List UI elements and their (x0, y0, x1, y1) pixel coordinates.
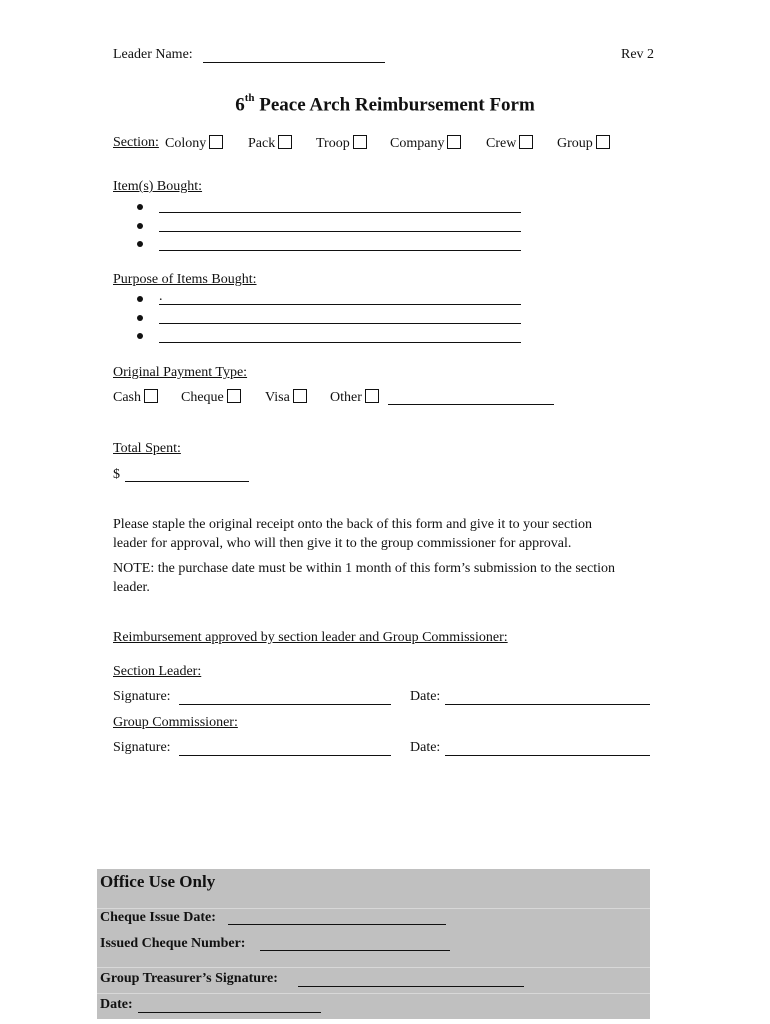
purpose-line-1[interactable] (159, 304, 521, 305)
section-leader-signature-field[interactable] (179, 704, 391, 705)
note-line-2: leader. (113, 580, 150, 595)
section-option-group[interactable]: Group (557, 135, 610, 152)
office-date-label: Date: (100, 997, 133, 1012)
bullet-icon (137, 296, 143, 302)
bullet-icon (137, 223, 143, 229)
items-bought-label: Item(s) Bought: (113, 179, 203, 194)
instructions-line-2: leader for approval, who will then give it to the group commissioner for approval. (113, 536, 572, 551)
group-checkbox[interactable] (596, 135, 610, 149)
bullet-icon (137, 241, 143, 247)
leader-name-label: Leader Name: (113, 47, 193, 62)
section-option-pack[interactable]: Pack (248, 135, 292, 152)
section-option-company[interactable]: Company (390, 135, 461, 152)
payment-option-cash[interactable]: Cash (113, 389, 158, 406)
purpose-line-3[interactable] (159, 342, 521, 343)
panel-divider (97, 967, 650, 968)
payment-option-cheque[interactable]: Cheque (181, 389, 241, 406)
section-leader-date-field[interactable] (445, 704, 650, 705)
group-commissioner-label: Group Commissioner: (113, 715, 238, 730)
office-date-field[interactable] (138, 1012, 321, 1013)
bullet-icon (137, 204, 143, 210)
form-title (0, 94, 770, 116)
panel-divider (97, 908, 650, 909)
office-use-heading: Office Use Only (100, 872, 216, 891)
treasurer-signature-label: Group Treasurer’s Signature: (100, 971, 278, 986)
purpose-label: Purpose of Items Bought: (113, 272, 257, 287)
leader-name-field[interactable] (203, 62, 385, 63)
total-spent-field[interactable] (125, 481, 249, 482)
crew-checkbox[interactable] (519, 135, 533, 149)
cash-checkbox[interactable] (144, 389, 158, 403)
revision-label: Rev 2 (621, 47, 655, 62)
total-spent-label: Total Spent: (113, 441, 181, 456)
colony-checkbox[interactable] (209, 135, 223, 149)
payment-type-label: Original Payment Type: (113, 365, 248, 380)
pack-checkbox[interactable] (278, 135, 292, 149)
purpose-line-2[interactable] (159, 323, 521, 324)
company-checkbox[interactable] (447, 135, 461, 149)
item-line-3[interactable] (159, 250, 521, 251)
approval-heading: Reimbursement approved by section leader and Group Commissioner: (113, 630, 508, 645)
cheque-checkbox[interactable] (227, 389, 241, 403)
group-commissioner-signature-field[interactable] (179, 755, 391, 756)
visa-checkbox[interactable] (293, 389, 307, 403)
section-leader-label: Section Leader: (113, 664, 202, 679)
treasurer-signature-field[interactable] (298, 986, 524, 987)
issued-cheque-number-field[interactable] (260, 950, 450, 951)
currency-symbol: $ (113, 467, 120, 482)
bullet-icon (137, 333, 143, 339)
note-line-1: NOTE: the purchase date must be within 1 month of this form’s submission to the section (113, 561, 615, 576)
title-text: Peace Arch Reimbursement Form (254, 94, 535, 116)
issued-cheque-number-label: Issued Cheque Number: (100, 936, 246, 951)
cheque-issue-date-field[interactable] (228, 924, 446, 925)
other-checkbox[interactable] (365, 389, 379, 403)
section-leader-date-label: Date: (410, 689, 441, 704)
title-superscript: th (244, 92, 255, 104)
item-line-2[interactable] (159, 231, 521, 232)
group-commissioner-signature-label: Signature: (113, 740, 171, 755)
group-commissioner-date-field[interactable] (445, 755, 650, 756)
section-label: Section: (113, 135, 159, 150)
payment-option-visa[interactable]: Visa (265, 389, 307, 406)
office-use-panel (97, 869, 650, 1019)
item-line-1[interactable] (159, 212, 521, 213)
purpose-line-mark: . (159, 289, 163, 304)
group-commissioner-date-label: Date: (410, 740, 441, 755)
bullet-icon (137, 315, 143, 321)
troop-checkbox[interactable] (353, 135, 367, 149)
title-number: 6 (235, 94, 245, 116)
payment-option-other[interactable]: Other (330, 389, 379, 406)
section-leader-signature-label: Signature: (113, 689, 171, 704)
other-payment-field[interactable] (388, 404, 554, 405)
section-option-crew[interactable]: Crew (486, 135, 533, 152)
section-option-troop[interactable]: Troop (316, 135, 367, 152)
section-option-colony[interactable]: Colony (165, 135, 223, 152)
panel-divider (97, 993, 650, 994)
instructions-line-1: Please staple the original receipt onto the back of this form and give it to your section (113, 517, 592, 532)
cheque-issue-date-label: Cheque Issue Date: (100, 910, 216, 925)
